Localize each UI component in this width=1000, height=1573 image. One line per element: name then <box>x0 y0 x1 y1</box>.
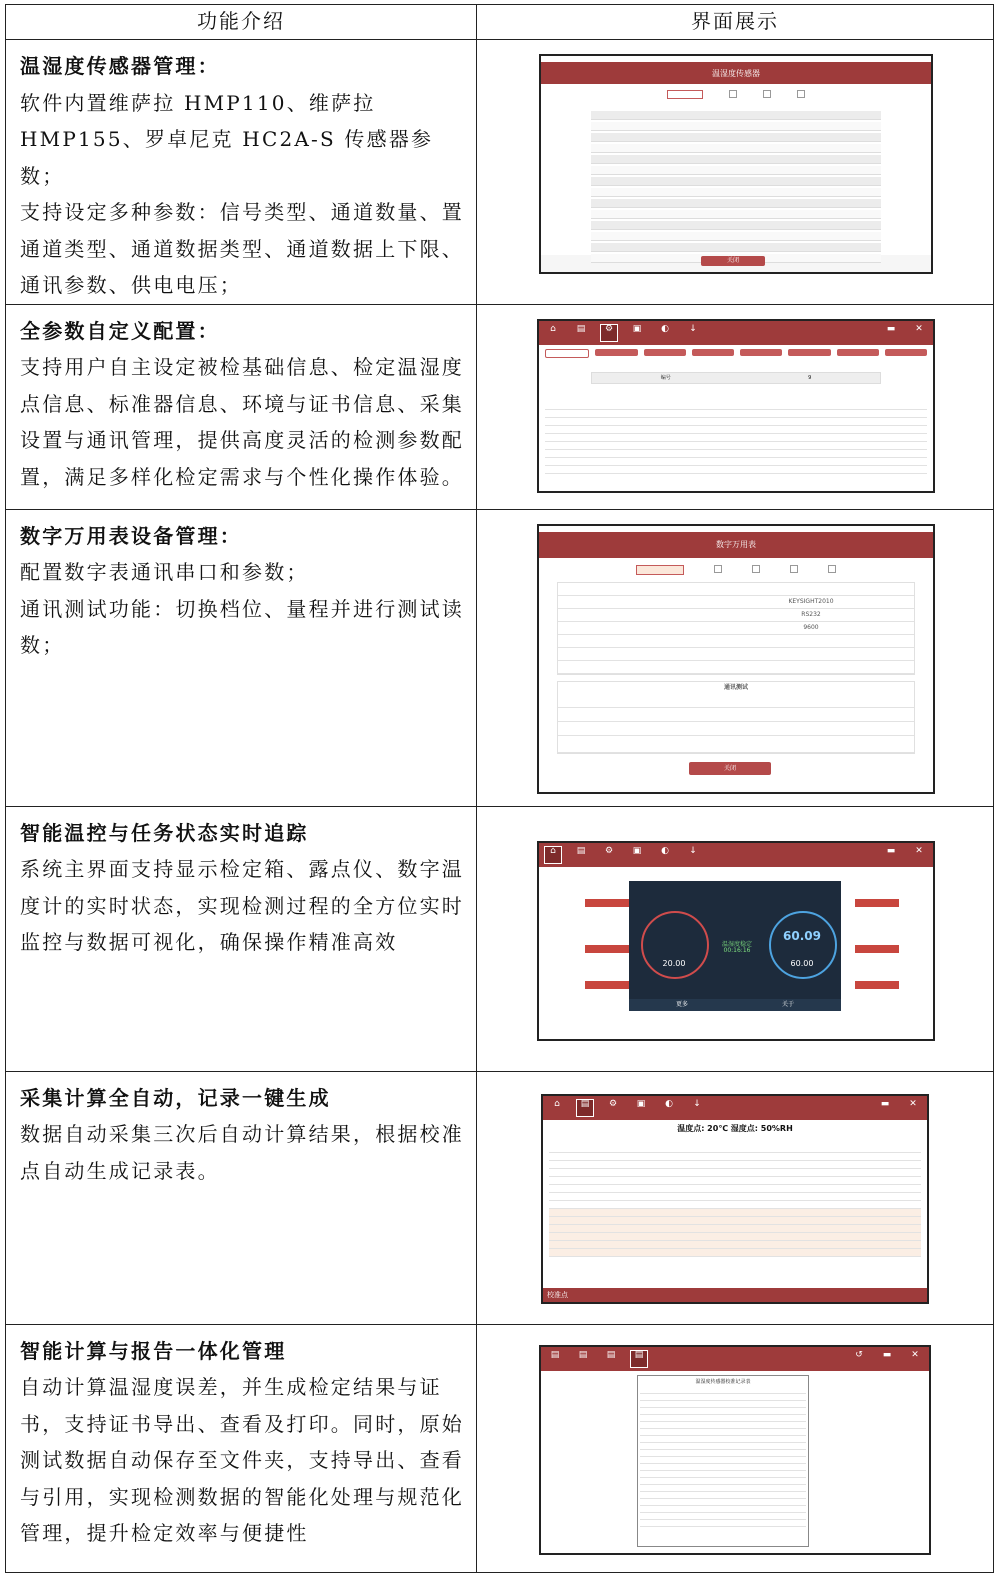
mm-section: 通讯测试 <box>723 683 748 691</box>
drop-icon[interactable]: ◐ <box>661 845 669 856</box>
header-interface: 界面展示 <box>477 5 994 40</box>
row6-title: 智能计算与报告一体化管理 <box>20 1338 287 1363</box>
export-icon[interactable]: ▤ <box>550 1349 560 1360</box>
elapsed-time: 00:16:16 <box>723 946 751 954</box>
record-icon[interactable]: ▤ <box>631 1351 647 1367</box>
folder-icon[interactable]: ▬ <box>882 1349 892 1360</box>
mm-close-button[interactable]: 关闭 <box>689 762 771 775</box>
header-feature: 功能介绍 <box>6 5 477 40</box>
book-icon[interactable]: ▣ <box>632 845 642 856</box>
close-icon[interactable]: ✕ <box>915 845 923 856</box>
gear-icon[interactable]: ⚙ <box>608 1098 618 1109</box>
thermometer-icon[interactable]: ↓ <box>689 845 697 856</box>
row3-title: 数字万用表设备管理： <box>20 523 242 548</box>
view-icon[interactable]: ▤ <box>606 1349 616 1360</box>
row6-desc <box>6 1324 477 1572</box>
row5-desc <box>6 1071 477 1324</box>
row2-title: 全参数自定义配置： <box>20 318 220 343</box>
sensor-screen <box>539 54 933 274</box>
row4-line1: 系统主界面支持显示检定箱、露点仪、数字温度计的实时状态，实现检测过程的全方位实时监控与数据可视化，确保操作精准高效 <box>20 857 464 954</box>
multimeter-screen <box>537 524 935 794</box>
row1-line1: 软件内置维萨拉 HMP110、维萨拉 HMP155、罗卓尼克 HC2A-S 传感器参数； <box>20 90 434 188</box>
right-value: 60.09 <box>783 928 821 943</box>
feature-table <box>5 4 994 1573</box>
mm-baud: 9600 <box>558 622 914 635</box>
row5-shot <box>477 1071 994 1324</box>
close-icon[interactable]: ✕ <box>909 1098 917 1109</box>
row4-title: 智能温控与任务状态实时追踪 <box>20 820 309 845</box>
book-icon[interactable]: ▣ <box>636 1098 646 1109</box>
row3-line1: 配置数字表通讯串口和参数； <box>20 560 309 584</box>
home-icon[interactable]: ⌂ <box>554 1098 560 1109</box>
config-label: 编号 <box>660 374 671 381</box>
mm-port: RS232 <box>558 609 914 622</box>
row6-shot <box>477 1324 994 1572</box>
right-setpoint: 60.00 <box>790 958 814 968</box>
folder-icon[interactable]: ▬ <box>880 1098 890 1109</box>
home-icon[interactable]: ⌂ <box>550 323 556 334</box>
report-title: 温湿度传感器校准记录表 <box>695 1378 751 1385</box>
row1-title: 温湿度传感器管理： <box>20 54 220 78</box>
row2-shot <box>477 304 994 509</box>
sensor-close-button[interactable]: 关闭 <box>701 256 765 266</box>
chart-icon[interactable]: ▤ <box>577 1100 593 1116</box>
gear-icon[interactable]: ⚙ <box>604 845 614 856</box>
row2-desc <box>6 304 477 509</box>
row5-title: 采集计算全自动，记录一键生成 <box>20 1085 331 1110</box>
gear-icon[interactable]: ⚙ <box>601 325 617 341</box>
record-title: 温度点: 20℃ 湿度点: 50%RH <box>677 1123 793 1133</box>
record-footer: 校准点 <box>543 1288 929 1302</box>
home-icon[interactable]: ⌂ <box>545 847 561 863</box>
row1-shot <box>477 40 994 305</box>
monitor-popup <box>629 881 841 1011</box>
chart-icon[interactable]: ▤ <box>576 323 586 334</box>
row6-line1: 自动计算温湿度误差，并生成检定结果与证书，支持证书导出、查看及打印。同时，原始测试数据自动保存至文件夹，支持导出、查看与引用，实现检测数据的智能化处理与规范化管理，提升检定效率与便捷性 <box>20 1375 464 1545</box>
multimeter-title: 数字万用表 <box>539 532 933 558</box>
row3-desc <box>6 509 477 806</box>
config-screen <box>537 319 935 493</box>
row5-line1: 数据自动采集三次后自动计算结果，根据校准点自动生成记录表。 <box>20 1122 464 1183</box>
undo-icon[interactable]: ↺ <box>855 1349 863 1360</box>
drop-icon[interactable]: ◐ <box>665 1098 673 1109</box>
row1-desc <box>6 40 477 305</box>
about-button[interactable]: 关于 <box>781 1000 794 1008</box>
row4-shot <box>477 806 994 1071</box>
chart-icon[interactable]: ▤ <box>576 845 586 856</box>
more-button[interactable]: 更多 <box>675 1000 688 1008</box>
print-icon[interactable]: ▤ <box>578 1349 588 1360</box>
report-screen <box>539 1345 931 1555</box>
close-icon[interactable]: ✕ <box>911 1349 919 1360</box>
folder-icon[interactable]: ▬ <box>886 323 896 334</box>
thermometer-icon[interactable]: ↓ <box>689 323 697 334</box>
row1-line2: 支持设定多种参数：信号类型、通道数量、置通道类型、通道数据类型、通道数据上下限、通讯参数、供电电压； <box>20 200 464 297</box>
thermometer-icon[interactable]: ↓ <box>693 1098 701 1109</box>
close-icon[interactable]: ✕ <box>915 323 923 334</box>
folder-icon[interactable]: ▬ <box>886 845 896 856</box>
row2-line1: 支持用户自主设定被检基础信息、检定温湿度点信息、标准器信息、环境与证书信息、采集设置与通讯管理，提供高度灵活的检测参数配置，满足多样化检定需求与个性化操作体验。 <box>20 355 464 489</box>
row3-shot <box>477 509 994 806</box>
record-screen <box>541 1094 929 1304</box>
drop-icon[interactable]: ◐ <box>661 323 669 334</box>
config-value: 9 <box>808 374 812 381</box>
row3-line2: 通讯测试功能：切换档位、量程并进行测试读数； <box>20 596 464 657</box>
status-text: 温湿度稳定 <box>721 940 752 948</box>
mm-model: KEYSIGHT2010 <box>558 596 914 609</box>
sensor-screen-title: 温湿度传感器 <box>541 62 931 84</box>
left-value: 20.00 <box>662 958 686 968</box>
monitor-screen <box>537 841 935 1041</box>
row4-desc <box>6 806 477 1071</box>
report-document <box>637 1375 809 1547</box>
book-icon[interactable]: ▣ <box>632 323 642 334</box>
